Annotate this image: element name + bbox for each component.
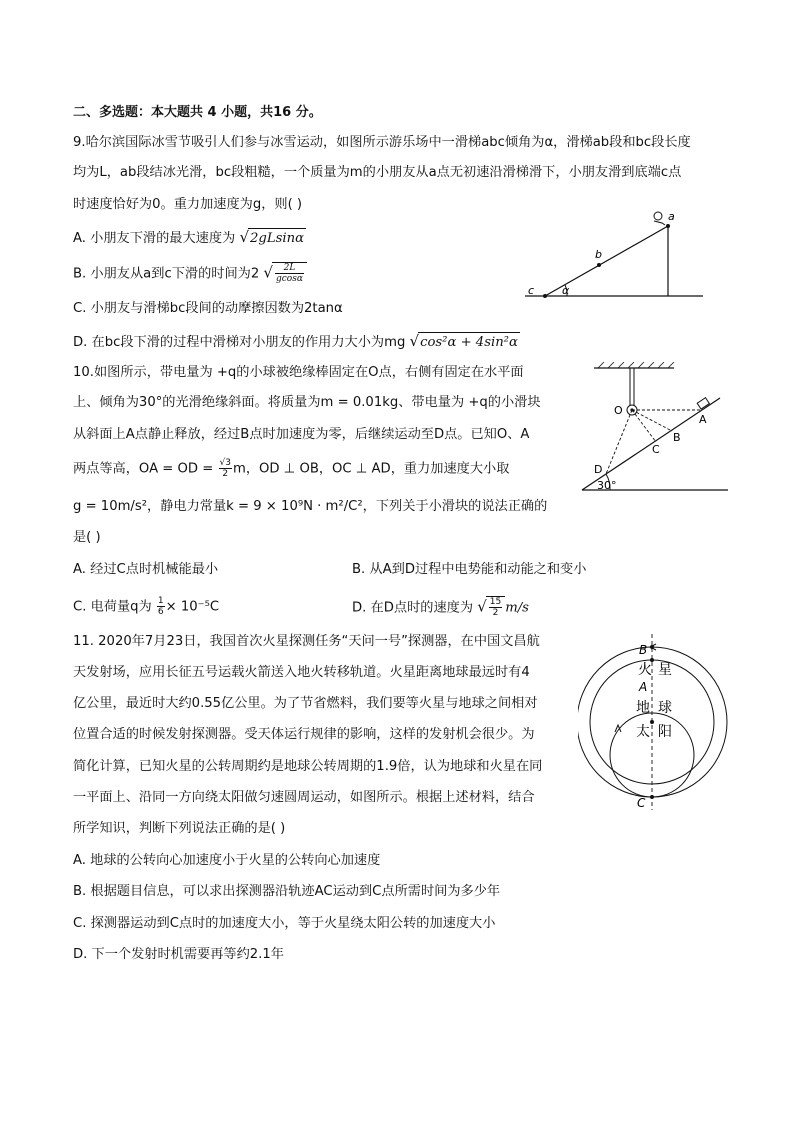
q9-stem-line-1: 9.哈尔滨国际冰雪节吸引人们参与冰雪运动，如图所示游乐场中一滑梯abc倾角为α，滑梯ab段和bc段长度 — [73, 135, 691, 150]
sqrt-symbol: √ — [477, 597, 487, 616]
label-a: A — [699, 413, 707, 426]
point-b — [597, 263, 601, 267]
q11-option-a[interactable]: A. 地球的公转向心加速度小于火星的公转向心加速度 — [73, 853, 381, 868]
point-a — [666, 224, 670, 228]
q10-option-c-fraction — [157, 596, 165, 617]
label-di: 地 — [636, 700, 650, 716]
q11-stem-line-6: 一平面上、沿同一方向绕太阳做匀速圆周运动，如图所示。根据上述材料，结合 — [73, 790, 535, 805]
q10-option-c-denominator: 6 — [157, 607, 164, 617]
q10-stem-line-4 — [73, 458, 509, 480]
q9-option-b-numerator: 2L — [275, 263, 304, 274]
label-c: c — [528, 284, 535, 297]
label-yang: 阳 — [658, 724, 672, 740]
q10-stem-line-6: 是( ) — [73, 530, 101, 545]
ceiling-hatch — [598, 362, 674, 368]
sqrt-symbol: √ — [263, 263, 273, 282]
label-xing: 星 — [658, 662, 672, 678]
q9-option-d-math: cos²α + 4sin²α — [418, 332, 520, 353]
label-tai: 太 — [636, 724, 650, 740]
q10-incline-figure — [580, 362, 730, 497]
q10-numerator: √3 — [219, 458, 231, 468]
q11-stem-line-3: 亿公里，最近时大约0.55亿公里。为了节省燃料，我们要等火星与地球之间相对 — [73, 696, 538, 711]
q9-option-a-text: A. 小朋友下滑的最大速度为 — [73, 231, 236, 246]
label-angle: 30° — [597, 479, 617, 492]
section-header: 二、多选题：本大题共 4 小题，共16 分。 — [73, 105, 322, 120]
q11-stem-line-5: 简化计算，已知火星的公转周期约是地球公转周期的1.9倍，认为地球和火星在同 — [73, 759, 543, 774]
label-huo: 火 — [638, 662, 652, 678]
q9-option-d[interactable] — [73, 331, 520, 353]
label-c: C — [637, 796, 646, 810]
child-icon — [654, 212, 662, 220]
q10-option-d-unit: m/s — [505, 600, 529, 616]
q9-option-d-text: D. 在bc段下滑的过程中滑梯对小朋友的作用力大小为mg — [73, 335, 406, 350]
child-body — [654, 221, 665, 225]
q9-option-b-fraction — [275, 263, 304, 284]
label-d: D — [594, 463, 603, 476]
q9-stem-line-2: 均为L，ab段结冰光滑，bc段粗糙，一个质量为m的小朋友从a点无初速沿滑梯滑下，小朋友滑到底端c点 — [73, 165, 682, 180]
q10-option-c-numerator: 1 — [157, 596, 164, 606]
label-a: A — [639, 680, 648, 694]
q10-line-4-part-2: m，OD ⊥ OB，OC ⊥ AD，重力加速度大小取 — [233, 461, 510, 477]
q10-line-4-part-1: 两点等高，OA = OD = — [73, 461, 214, 477]
label-c: C — [652, 443, 660, 456]
q11-option-c[interactable]: C. 探测器运动到C点时的加速度大小，等于火星绕太阳公转的加速度大小 — [73, 916, 496, 931]
q10-stem-line-3: 从斜面上A点静止释放，经过B点时加速度为零，后继续运动至D点。已知O、A — [73, 427, 530, 442]
q9-option-c[interactable]: C. 小朋友与滑梯bc段间的动摩擦因数为2tanα — [73, 301, 343, 316]
q9-stem-line-3: 时速度恰好为0。重力加速度为g，则( ) — [73, 197, 303, 212]
incline-surface — [582, 398, 720, 490]
label-b: b — [595, 248, 602, 261]
q9-option-b-text: B. 小朋友从a到c下滑的时间为2 — [73, 266, 260, 282]
label-a: a — [668, 210, 675, 223]
q10-option-d-fraction — [489, 597, 502, 618]
q11-option-b[interactable]: B. 根据题目信息，可以求出探测器沿轨迹AC运动到C点所需时间为多少年 — [73, 884, 501, 899]
q10-stem-line-2: 上、倾角为30°的光滑绝缘斜面。将质量为m = 0.01kg、带电量为 +q的小滑块 — [73, 395, 541, 410]
q11-stem-line-1: 11. 2020年7月23日，我国首次火星探测任务“天问一号”探测器，在中国文昌航 — [73, 634, 540, 649]
point-c — [650, 795, 654, 799]
q10-option-d-denominator: 2 — [492, 608, 499, 618]
sqrt-symbol: √ — [239, 228, 250, 246]
point-c — [543, 294, 547, 298]
label-alpha: α — [562, 284, 570, 297]
q10-stem-line-1: 10.如图所示，带电量为 +q的小球被绝缘棒固定在O点，右侧有固定在水平面 — [73, 365, 524, 380]
q11-option-d[interactable]: D. 下一个发射时机需要再等约2.1年 — [73, 947, 284, 962]
q10-option-c-text: C. 电荷量q为 — [73, 599, 152, 615]
slider-block — [697, 398, 709, 409]
label-qiu: 球 — [658, 700, 672, 716]
q9-option-a-math: 2gLsinα — [248, 228, 306, 249]
q10-option-d[interactable] — [352, 596, 529, 619]
q10-option-d-numerator: 15 — [489, 597, 502, 607]
q11-stem-line-7: 所学知识，判断下列说法正确的是( ) — [73, 821, 286, 836]
q9-slide-figure — [525, 208, 705, 308]
q9-option-b-denominator: gcosα — [275, 274, 303, 284]
q10-option-c[interactable] — [73, 596, 219, 618]
q10-option-a[interactable]: A. 经过C点时机械能最小 — [73, 562, 219, 577]
q10-denominator: 2 — [222, 469, 229, 479]
q10-fraction — [219, 458, 232, 479]
sqrt-symbol: √ — [409, 332, 420, 350]
label-b: B — [639, 643, 648, 657]
label-o: O — [614, 404, 623, 417]
q9-option-b[interactable] — [73, 262, 307, 285]
q9-option-a[interactable] — [73, 227, 306, 249]
q10-option-c-unit: × 10⁻⁵C — [165, 599, 220, 615]
sun-dot — [650, 720, 654, 724]
q11-stem-line-2: 天发射场，应用长征五号运载火箭送入地火转移轨道。火星距离地球最远时有4 — [73, 665, 530, 680]
q10-option-d-text: D. 在D点时的速度为 — [352, 600, 474, 616]
q10-option-b[interactable]: B. 从A到D过程中电势能和动能之和变小 — [352, 562, 587, 577]
q10-stem-line-5: g = 10m/s²，静电力常量k = 9 × 10⁹N · m²/C²，下列关于小滑块的说法正确的 — [73, 499, 548, 514]
q11-stem-line-4: 位置合适的时候发射探测器。受天体运行规律的影响，这样的发射机会很少。为 — [73, 727, 535, 742]
label-b: B — [673, 431, 681, 444]
q11-orbit-figure — [578, 632, 728, 812]
